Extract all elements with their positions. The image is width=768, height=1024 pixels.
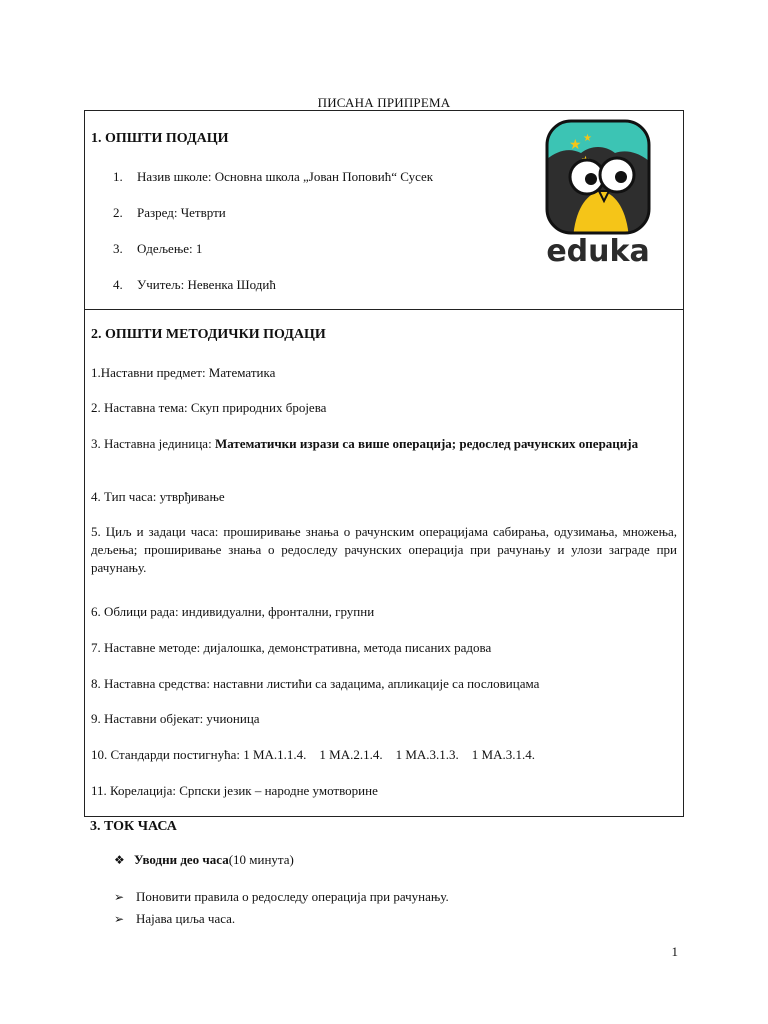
svg-text:★: ★ xyxy=(583,133,592,144)
subject-line: 1.Наставни предмет: Математика xyxy=(91,365,276,380)
page-number: 1 xyxy=(671,944,678,959)
topic-line: 2. Наставна тема: Скуп природних бројева xyxy=(91,400,327,415)
list-item: ➢ Најава циља часа. xyxy=(114,911,236,926)
owl-icon xyxy=(547,121,649,239)
list-item: 3. Одељење: 1 xyxy=(113,241,203,256)
diamond-bullet-icon: ❖ xyxy=(114,853,125,867)
document-title: ПИСАНА ПРИПРЕМА xyxy=(317,95,451,110)
list-item: 4. Учитељ: Невенка Шодић xyxy=(113,277,276,292)
place-line: 9. Наставни објекат: учионица xyxy=(91,711,260,726)
arrow-bullet-icon: ➢ xyxy=(114,912,125,926)
methods-line: 7. Наставне методе: дијалошка, демонстративна, метода писаних радова xyxy=(91,640,492,655)
eduka-logo xyxy=(543,119,653,269)
general-data-list xyxy=(113,169,433,313)
list-item: 2. Разред: Четврти xyxy=(113,205,226,220)
goals-line: 5. Циљ и задаци часа: проширивање знања о рачунским операцијама сабирања, одузимања, множења, дељења; проширивање знања о редоследу рачунских операција при рачунању и улози заграде при рачунању. xyxy=(91,524,677,575)
unit-line: 3. Наставна јединица: Математички изрази са више операција; редослед рачунских операција xyxy=(91,436,639,451)
general-data-box xyxy=(84,110,684,310)
resources-line: 8. Наставна средства: наставни листићи са задацима, апликације са пословицама xyxy=(91,676,540,691)
methodical-data-box xyxy=(84,309,684,817)
list-item: ➢ Поновити правила о редоследу операција при рачунању. xyxy=(114,889,449,904)
correlation-line: 11. Корелација: Српски језик – народне умотворине xyxy=(91,783,378,798)
section2-heading: 2. ОПШТИ МЕТОДИЧКИ ПОДАЦИ xyxy=(91,327,326,342)
svg-text:★: ★ xyxy=(569,137,582,153)
standards-line: 10. Стандарди постигнућа: 1 МА.1.1.4. 1 МА.2.1.4. 1 МА.3.1.3. 1 МА.3.1.4. xyxy=(91,747,535,762)
forms-line: 6. Облици рада: индивидуални, фронтални, групни xyxy=(91,604,375,619)
intro-part-item: ❖ Уводни део часа (10 минута) xyxy=(114,852,294,867)
type-line: 4. Тип часа: утврђивање xyxy=(91,489,225,504)
section1-heading: 1. ОПШТИ ПОДАЦИ xyxy=(91,131,229,146)
section3-heading: 3. ТОК ЧАСА xyxy=(90,819,177,834)
list-item: 1. Назив школе: Основна школа „Јован Поповић“ Сусек xyxy=(113,169,434,184)
arrow-bullet-icon: ➢ xyxy=(114,890,125,904)
logo-text: eduka xyxy=(546,234,650,269)
